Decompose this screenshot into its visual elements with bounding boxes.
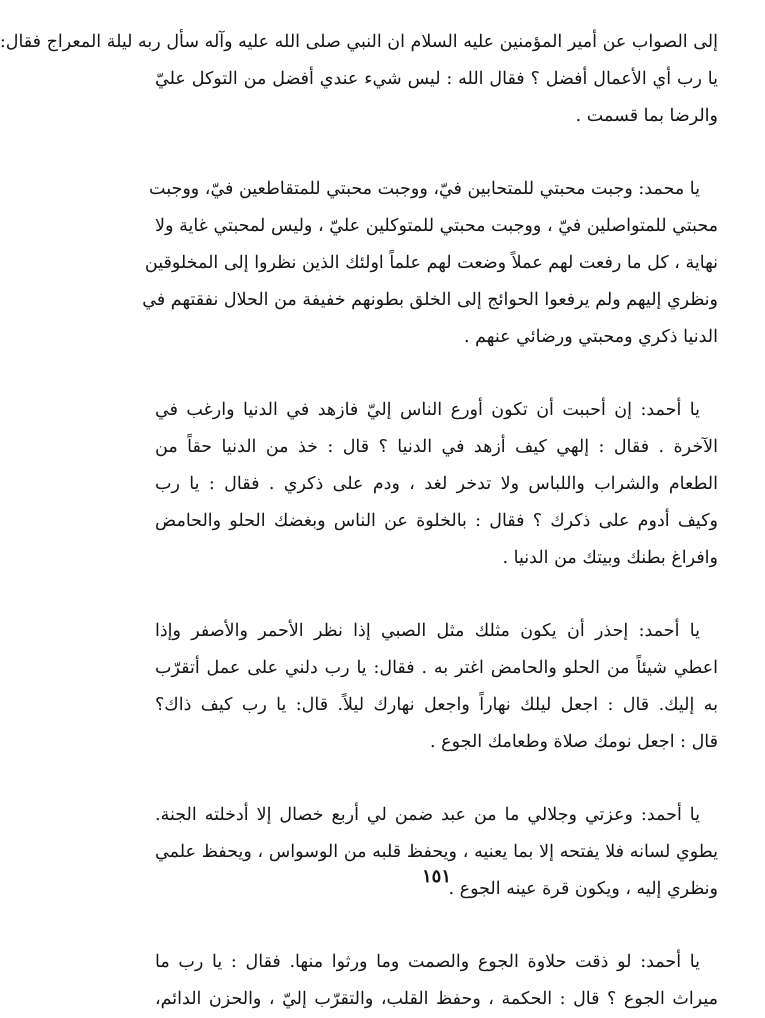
paragraph-5 [155,797,718,908]
text-line: ونظري إليهم ولم يرفعوا الحوائج إلى الخلق بطونهم خفيفة من الحلال نفقتهم في [142,290,718,310]
paragraph-spacer [155,761,718,797]
text-line: الدنيا ذكري ومحبتي ورضائي عنهم . [464,327,718,347]
text-line: يا رب أي الأعمال أفضل ؟ فقال الله : ليس شيء عندي أفضل من التوكل عليّ [155,69,718,89]
paragraph-6 [155,944,718,1018]
text-line: إلى الصواب عن أمير المؤمنين عليه السلام ان النبي صلى الله عليه وآله سأل ربه ليلة المعراج فقال: [0,32,718,52]
text-line: يا أحمد: وعزتي وجلالي ما من عبد ضمن لي أربع خصال إلا أدخلته الجنة. [155,805,700,825]
text-line: اعطي شيئاً من الحلو والحامض اغتر به . فقال: يا رب دلني على عمل أتقرّب [155,658,718,678]
text-line: ونظري إليه ، ويكون قرة عينه الجوع . [448,879,718,899]
text-line: الطعام والشراب واللباس ولا تدخر لغد ، ودم على ذكري . فقال : يا رب [155,474,718,494]
text-line: الآخرة . فقال : إلهي كيف أزهد في الدنيا ؟ قال : خذ من الدنيا حقاً من [155,437,718,457]
paragraph-spacer [155,356,718,392]
text-line: يا أحمد: إن أحببت أن تكون أورع الناس إليّ فازهد في الدنيا وارغب في [155,400,700,420]
text-line: قال : اجعل نومك صلاة وطعامك الجوع . [430,732,718,752]
text-line: يطوي لسانه فلا يفتحه إلا بما يعنيه ، ويحفظ قلبه من الوسواس ، ويحفظ علمي [155,842,718,862]
text-line: وافراغ بطنك وبيتك من الدنيا . [502,548,718,568]
text-line: وكيف أدوم على ذكرك ؟ فقال : بالخلوة عن الناس وبغضك الحلو والحامض [155,511,718,531]
text-line: يا أحمد: إحذر أن يكون مثلك مثل الصبي إذا نظر الأحمر والأصفر وإذا [155,621,700,641]
paragraph-spacer [155,577,718,613]
text-line: والرضا بما قسمت . [575,106,718,126]
paragraph-2 [142,171,718,356]
text-line: به إليك. قال : اجعل ليلك نهاراً واجعل نهارك ليلاً. قال: يا رب كيف ذاك؟ [155,695,718,715]
paragraph-4 [155,613,718,761]
text-line: يا محمد: وجبت محبتي للمتحابين فيّ، ووجبت محبتي للمتقاطعين فيّ، ووجبت [149,179,700,199]
paragraph-spacer [155,908,718,944]
paragraph-1 [0,24,718,135]
text-line: ميراث الجوع ؟ قال : الحكمة ، وحفظ القلب، والتقرّب إليّ ، والحزن الدائم، [155,989,718,1009]
text-line: يا أحمد: لو ذقت حلاوة الجوع والصمت وما ورثوا منها. فقال : يا رب ما [155,952,700,972]
paragraph-spacer [155,135,718,171]
text-line: محبتي للمتواصلين فيّ ، ووجبت محبتي للمتوكلين عليّ ، وليس لمحبتي غاية ولا [155,216,718,236]
text-line: نهاية ، كل ما رفعت لهم عملاً وضعت لهم علماً اولئك الذين نظروا إلى المخلوقين [144,253,718,273]
page-number: ١٥١ [421,866,451,887]
paragraph-3 [155,392,718,577]
